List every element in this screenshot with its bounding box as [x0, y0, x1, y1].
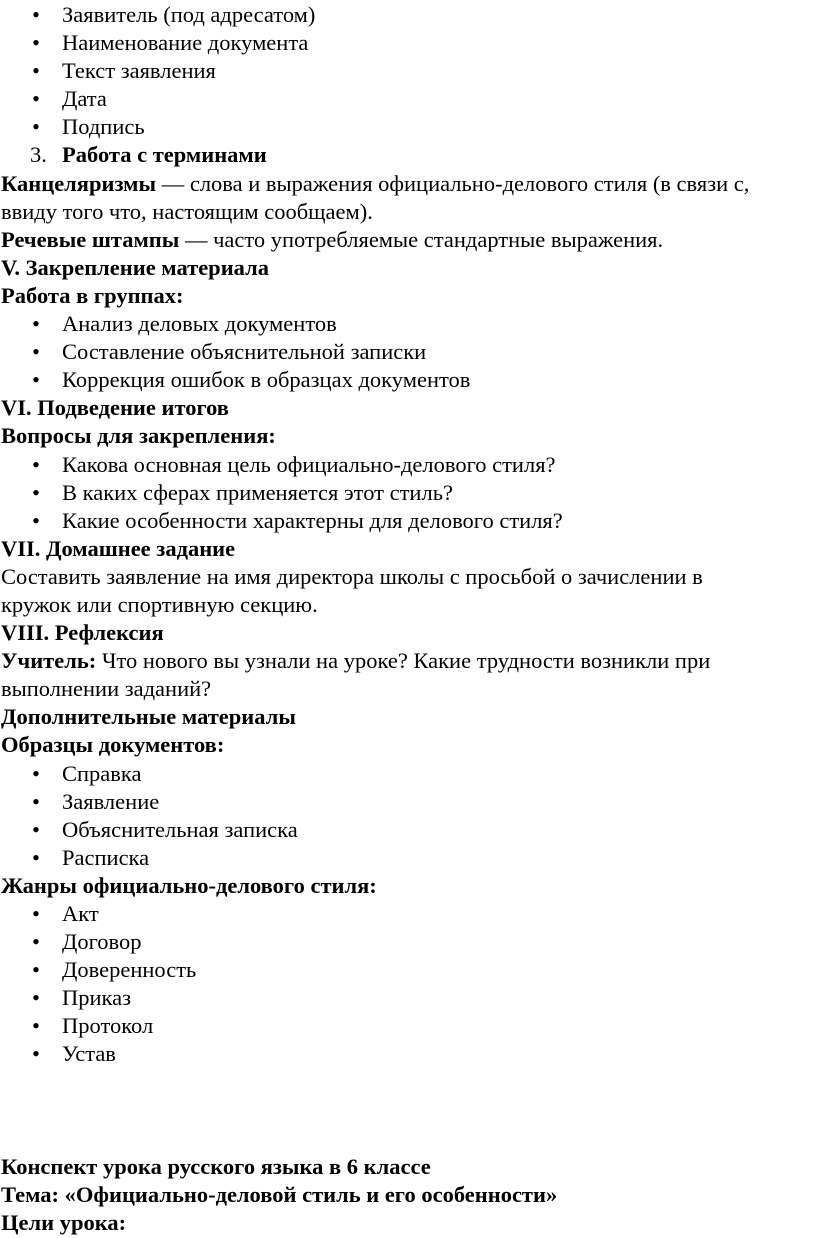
numbered-item [0, 141, 816, 169]
list-item: • Подпись [0, 113, 816, 141]
term: Канцеляризмы [1, 170, 157, 196]
bullet-icon: • [32, 844, 40, 870]
bullet-icon: • [32, 816, 40, 842]
list-item: • Составление объяснительной записки [0, 338, 816, 366]
list-item: • Объяснительная записка [0, 816, 816, 844]
paragraph: Учитель: Что нового вы узнали на уроке? Какие трудности возникли при [1, 648, 711, 674]
bullet-icon: • [32, 985, 40, 1011]
bullet-icon: • [32, 58, 40, 84]
spacer [0, 1097, 816, 1125]
paragraph: выполнении заданий? [1, 676, 212, 702]
bullet-icon: • [32, 86, 40, 112]
list-item: • В каких сферах применяется этот стиль? [0, 479, 816, 507]
definition-continuation: ввиду того что, настоящим сообщаем). [1, 198, 373, 224]
item-label: Работа с терминами [62, 142, 267, 168]
list-item: • Доверенность [0, 956, 816, 984]
list-item: • Договор [0, 928, 816, 956]
definition: — слова и выражения официально-делового стиля (в связи с, [156, 170, 750, 196]
list-item: • Расписка [0, 844, 816, 872]
paragraph: Составить заявление на имя директора школы с просьбой о зачислении в [1, 563, 703, 589]
lesson-heading: Конспект урока русского языка в 6 классе [1, 1153, 431, 1179]
subheading: Работа в группах: [1, 282, 184, 308]
bullet-icon: • [32, 339, 40, 365]
bullet-icon: • [32, 451, 40, 477]
paragraph: кружок или спортивную секцию. [1, 591, 318, 617]
bullet-icon: • [32, 1041, 40, 1067]
list-item: • Дата [0, 85, 816, 113]
bullet-icon: • [32, 479, 40, 505]
document-page [0, 1, 816, 1237]
list-item: • Протокол [0, 1012, 816, 1040]
section-heading: Дополнительные материалы [1, 704, 296, 730]
list-item: • Какова основная цель официально-делового стиля? [0, 451, 816, 479]
bullet-icon: • [32, 1013, 40, 1039]
section-heading: VII. Домашнее задание [1, 535, 236, 561]
lesson-topic: Тема: «Официально-деловой стиль и его особенности» [1, 1181, 558, 1207]
bullet-icon: • [32, 760, 40, 786]
bullet-icon: • [32, 788, 40, 814]
bullet-icon: • [32, 311, 40, 337]
bullet-icon: • [32, 30, 40, 56]
list-item: • Анализ деловых документов [0, 310, 816, 338]
list-item: • Коррекция ошибок в образцах документов [0, 366, 816, 394]
term: Речевые штампы [1, 226, 180, 252]
definition-stamps [0, 226, 816, 254]
bullet-icon: • [32, 114, 40, 140]
bullet-icon: • [32, 957, 40, 983]
section-heading: VI. Подведение итогов [1, 395, 229, 421]
definition: — часто употребляемые стандартные выражения. [179, 226, 664, 252]
spacer [0, 1125, 816, 1153]
list-item: • Заявление [0, 788, 816, 816]
speaker-label: Учитель: [1, 648, 97, 674]
list-item: • Текст заявления [0, 57, 816, 85]
list-item: • Какие особенности характерны для делового стиля? [0, 507, 816, 535]
spacer [0, 1069, 816, 1097]
section-heading: V. Закрепление материала [1, 254, 269, 280]
bullet-icon: • [32, 929, 40, 955]
section-heading: VIII. Рефлексия [1, 620, 164, 646]
item-number: 3. [30, 142, 47, 168]
bullet-icon: • [32, 367, 40, 393]
list-item: • Наименование документа [0, 29, 816, 57]
list-item: • Акт [0, 900, 816, 928]
list-item: • Устав [0, 1040, 816, 1068]
list-item: • Заявитель (под адресатом) [0, 1, 816, 29]
lesson-goals: Цели урока: [1, 1210, 127, 1236]
list-item: • Справка [0, 760, 816, 788]
bullet-icon: • [32, 2, 40, 27]
subheading: Образцы документов: [1, 732, 225, 758]
bullet-icon: • [32, 507, 40, 533]
definition-kantselyarizmy [0, 170, 816, 198]
list-item: • Приказ [0, 984, 816, 1012]
subheading: Жанры официально-делового стиля: [1, 872, 377, 898]
subheading: Вопросы для закрепления: [1, 423, 276, 449]
bullet-icon: • [32, 901, 40, 926]
